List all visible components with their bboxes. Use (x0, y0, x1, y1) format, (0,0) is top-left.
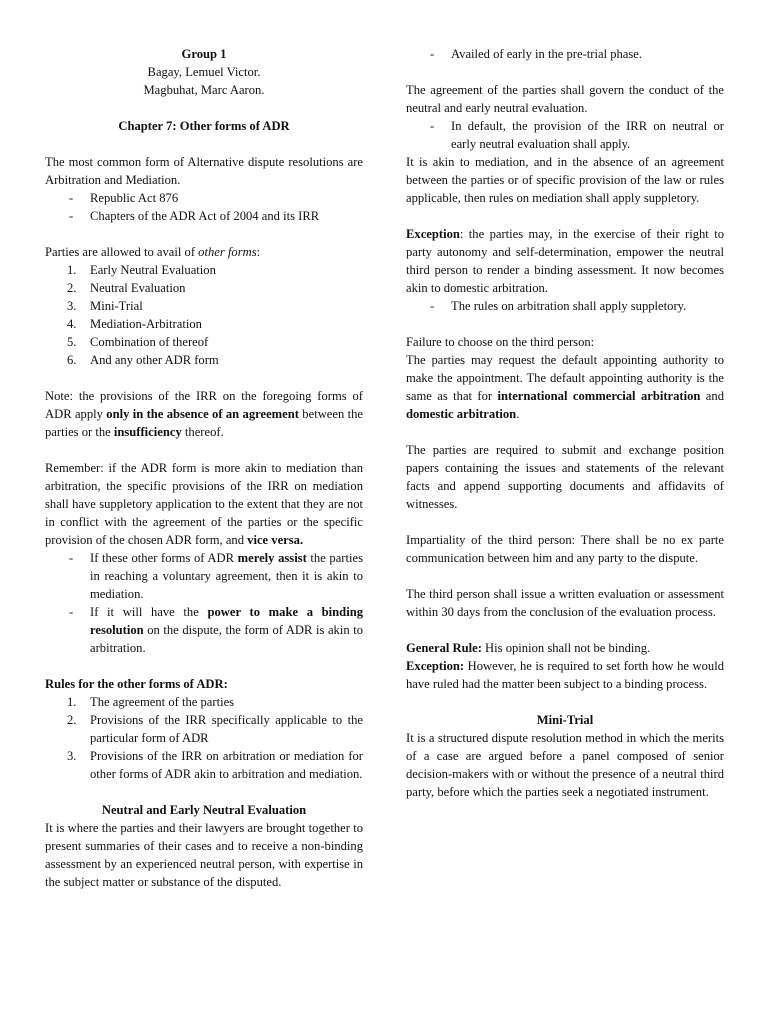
exception-paragraph: Exception: the parties may, in the exercise of their right to party autonomy and self-determination, empower the neutral third person to render a binding assessment. It now becomes akin to domestic arbitration. (406, 227, 724, 295)
neutral-evaluation-paragraph: It is where the parties and their lawyers are brought together to present summaries of their cases and to receive a non-binding assessment by an experienced neutral person, with expertise in the subject matter or substance of the disputed. (45, 821, 363, 889)
list-item: 5. Combination of thereof (67, 335, 209, 349)
list-item: - Chapters of the ADR Act of 2004 and its IRR (69, 209, 320, 223)
impartiality-paragraph: Impartiality of the third person: There shall be no ex parte communication between him and any party to the dispute. (406, 533, 724, 565)
list-item: 1. Early Neutral Evaluation (67, 263, 216, 277)
list-item: 2. Neutral Evaluation (67, 281, 186, 295)
pretrial-list (406, 45, 724, 63)
forms-list (45, 261, 363, 369)
failure-paragraph: The parties may request the default appointing authority to make the appointment. The default appointing authority is the same as that for international commercial arbitration and domestic arbitration. (406, 353, 724, 421)
member-name: Magbuhat, Marc Aaron. (143, 83, 265, 97)
list-item: - If these other forms of ADR merely assist the parties in reaching a voluntary agreement, then it is akin to mediation. (69, 551, 363, 601)
failure-heading: Failure to choose on the third person: (406, 335, 595, 349)
position-papers-paragraph: The parties are required to submit and exchange position papers containing the issues and statements of the relevant facts and append supporting documents and affidavits of witnesses. (406, 443, 724, 511)
list-item: - Republic Act 876 (69, 191, 179, 205)
agreement-paragraph: The agreement of the parties shall govern the conduct of the neutral and early neutral evaluation. (406, 83, 724, 115)
list-item: - The rules on arbitration shall apply suppletory. (430, 299, 687, 313)
exception-list (406, 297, 724, 315)
list-item: 1. The agreement of the parties (67, 695, 235, 709)
remember-list (45, 549, 363, 657)
intro-paragraph: The most common form of Alternative dispute resolutions are Arbitration and Mediation. (45, 155, 363, 187)
mini-trial-paragraph: It is a structured dispute resolution method in which the merits of a case are argued before a panel composed of senior decision-makers with or without the presence of a neutral third party, before which the parties seek a negotiated instrument. (406, 731, 724, 799)
mini-trial-heading: Mini-Trial (536, 713, 594, 727)
general-rule-paragraph: General Rule: His opinion shall not be binding. (406, 641, 651, 655)
list-item: - In default, the provision of the IRR on neutral or early neutral evaluation shall apply. (430, 119, 724, 151)
list-item: 3. Mini-Trial (67, 299, 143, 313)
list-item: 3. Provisions of the IRR on arbitration or mediation for other forms of ADR akin to arbitration and mediation. (67, 749, 363, 781)
remember-paragraph: Remember: if the ADR form is more akin to mediation than arbitration, the specific provisions of the IRR on mediation shall have suppletory application to the extent that they are not in conflict with the agreement of the parties or the specific provision of the chosen ADR form, and vice versa. (45, 461, 363, 547)
intro-list (45, 189, 363, 225)
left-column (45, 45, 363, 891)
exception-rule-paragraph: Exception: However, he is required to set forth how he would have ruled had the matter been subject to a binding process. (406, 659, 724, 691)
evaluation-paragraph: The third person shall issue a written evaluation or assessment within 30 days from the conclusion of the evaluation process. (406, 587, 724, 619)
right-column (406, 45, 724, 801)
member-name: Bagay, Lemuel Victor. (147, 65, 261, 79)
list-item: 6. And any other ADR form (67, 353, 219, 367)
forms-intro: Parties are allowed to avail of other forms: (45, 245, 261, 259)
group-title: Group 1 (181, 47, 227, 61)
default-list (406, 117, 724, 153)
list-item: - If it will have the power to make a binding resolution on the dispute, the form of ADR is akin to arbitration. (69, 605, 363, 655)
note-paragraph: Note: the provisions of the IRR on the foregoing forms of ADR apply only in the absence of an agreement between the parties or the insufficiency thereof. (45, 389, 363, 439)
list-item: - Availed of early in the pre-trial phase. (430, 47, 643, 61)
chapter-title: Chapter 7: Other forms of ADR (118, 119, 290, 133)
rules-heading: Rules for the other forms of ADR: (45, 677, 228, 691)
neutral-evaluation-heading: Neutral and Early Neutral Evaluation (101, 803, 307, 817)
akin-paragraph: It is akin to mediation, and in the absence of an agreement between the parties or of specific provision of the law or rules applicable, then rules on mediation shall apply suppletory. (406, 155, 724, 205)
rules-list (45, 693, 363, 783)
list-item: 2. Provisions of the IRR specifically applicable to the particular form of ADR (67, 713, 363, 745)
list-item: 4. Mediation-Arbitration (67, 317, 202, 331)
